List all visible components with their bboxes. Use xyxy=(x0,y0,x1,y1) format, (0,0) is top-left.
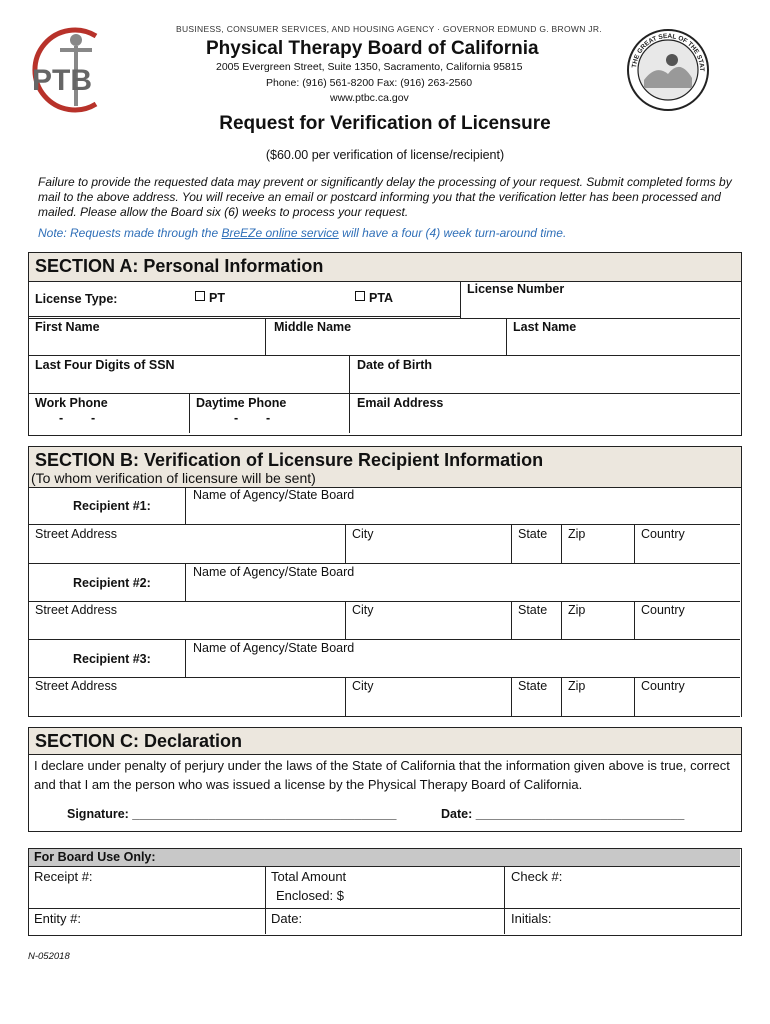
section-c-header xyxy=(28,727,742,755)
work-phone-label: Work Phone xyxy=(35,396,108,410)
form-number: N-052018 xyxy=(28,951,70,962)
daytime-phone-field[interactable]: - - xyxy=(234,411,271,425)
work-phone-field[interactable]: - - xyxy=(59,411,96,425)
state-2-label: State xyxy=(518,603,548,617)
agency-2-label: Name of Agency/State Board xyxy=(193,565,355,579)
board-name: Physical Therapy Board of California xyxy=(206,38,539,59)
pt-checkbox-box[interactable] xyxy=(195,291,205,301)
state-3-label: State xyxy=(518,679,548,693)
section-b-table xyxy=(28,487,742,717)
agency-1-field[interactable] xyxy=(186,503,740,525)
total-amount-label: Total Amount xyxy=(271,869,347,884)
license-number-label: License Number xyxy=(467,282,565,296)
section-c-box xyxy=(28,754,742,832)
pta-checkbox-box[interactable] xyxy=(355,291,365,301)
entity-label: Entity #: xyxy=(34,911,81,926)
logo-text: PTB xyxy=(32,64,92,97)
country-1-label: Country xyxy=(641,527,685,541)
agency-3-label: Name of Agency/State Board xyxy=(193,641,355,655)
country-3-label: Country xyxy=(641,679,685,693)
last-name-label: Last Name xyxy=(513,320,577,334)
agency-1-label: Name of Agency/State Board xyxy=(193,488,355,502)
note-prefix: Note: Requests made through the xyxy=(38,226,222,240)
board-phone-fax: Phone: (916) 561-8200 Fax: (916) 263-2560 xyxy=(266,77,473,89)
board-website: www.ptbc.ca.gov xyxy=(330,92,409,104)
recipient-1-label: Recipient #1: xyxy=(73,499,151,513)
first-name-label: First Name xyxy=(35,320,100,334)
agency-line: BUSINESS, CONSUMER SERVICES, AND HOUSING AGENCY · GOVERNOR EDMUND G. BROWN JR. xyxy=(176,24,602,34)
dob-label: Date of Birth xyxy=(357,358,432,372)
first-name-field[interactable] xyxy=(29,335,265,355)
note xyxy=(38,226,566,240)
license-type-label: License Type: xyxy=(35,292,118,306)
pta-checkbox[interactable] xyxy=(355,291,393,305)
daytime-phone-label: Daytime Phone xyxy=(196,396,287,410)
section-c-title: SECTION C: Declaration xyxy=(35,731,243,751)
email-label: Email Address xyxy=(357,396,444,410)
board-address: 2005 Evergreen Street, Suite 1350, Sacramento, California 95815 xyxy=(216,61,523,73)
check-label: Check #: xyxy=(511,869,563,884)
street-1-label: Street Address xyxy=(35,527,117,541)
board-use-header xyxy=(29,849,740,867)
middle-name-field[interactable] xyxy=(265,335,506,355)
zip-2-label: Zip xyxy=(568,603,586,617)
declaration-date-line[interactable]: Date: ______________________________ xyxy=(441,807,685,821)
pta-option: PTA xyxy=(369,291,394,305)
section-a-header xyxy=(28,252,742,282)
city-3-label: City xyxy=(352,679,374,693)
zip-1-label: Zip xyxy=(568,527,586,541)
dob-field[interactable] xyxy=(349,373,740,393)
form-title: Request for Verification of Licensure xyxy=(219,113,551,134)
state-seal xyxy=(626,28,710,112)
recipient-3-block xyxy=(29,640,740,717)
section-b-title: SECTION B: Verification of Licensure Recipient Information xyxy=(35,450,544,470)
seal-text: THE GREAT SEAL OF THE STAT xyxy=(631,32,706,72)
instructions: Failure to provide the requested data may prevent or significantly delay the processing of your request. Submit completed forms by mail to the above address. You will receive an email or postcard informing you that the verification letter has been processed and mailed. Please allow the Board six (6) weeks to process your request. xyxy=(38,175,732,219)
license-number-field[interactable] xyxy=(460,297,740,317)
section-b-subtitle: (To whom verification of licensure will be sent) xyxy=(31,470,316,486)
city-1-label: City xyxy=(352,527,374,541)
ssn-field[interactable] xyxy=(29,373,349,393)
country-2-label: Country xyxy=(641,603,685,617)
zip-3-label: Zip xyxy=(568,679,586,693)
receipt-label: Receipt #: xyxy=(34,869,93,884)
fee-text: ($60.00 per verification of license/recipient) xyxy=(265,148,505,162)
agency-2-field[interactable] xyxy=(186,580,740,602)
pt-option: PT xyxy=(209,291,225,305)
recipient-2-block xyxy=(29,564,740,640)
city-2-label: City xyxy=(352,603,374,617)
initials-label: Initials: xyxy=(511,911,552,926)
section-b-header xyxy=(28,446,742,488)
board-use-title: For Board Use Only: xyxy=(34,850,156,864)
board-use-table xyxy=(28,848,742,936)
recipient-2-label: Recipient #2: xyxy=(73,576,151,590)
ssn-label: Last Four Digits of SSN xyxy=(35,358,175,372)
breeze-link[interactable]: BreEZe online service xyxy=(221,226,339,240)
section-a-title: SECTION A: Personal Information xyxy=(35,256,324,276)
board-date-label: Date: xyxy=(271,911,303,926)
ptb-logo xyxy=(26,26,118,114)
state-1-label: State xyxy=(518,527,548,541)
enclosed-label: Enclosed: $ xyxy=(276,888,344,903)
agency-3-field[interactable] xyxy=(186,656,740,678)
recipient-3-label: Recipient #3: xyxy=(73,652,151,666)
last-name-field[interactable] xyxy=(506,335,740,355)
section-a-table xyxy=(28,281,742,436)
street-3-label: Street Address xyxy=(35,679,117,693)
middle-name-label: Middle Name xyxy=(274,320,352,334)
street-2-label: Street Address xyxy=(35,603,117,617)
signature-line[interactable]: Signature: ______________________________________ xyxy=(67,807,397,821)
declaration-text: I declare under penalty of perjury under the laws of the State of California that the information given above is true, correct and that I am the person who was issued a license by the Physical Therapy Board of California. xyxy=(34,758,730,792)
email-field[interactable] xyxy=(349,411,740,433)
pt-checkbox[interactable] xyxy=(195,291,225,305)
note-suffix: will have a four (4) week turn-around time. xyxy=(338,226,567,240)
recipient-1-block xyxy=(29,487,740,564)
